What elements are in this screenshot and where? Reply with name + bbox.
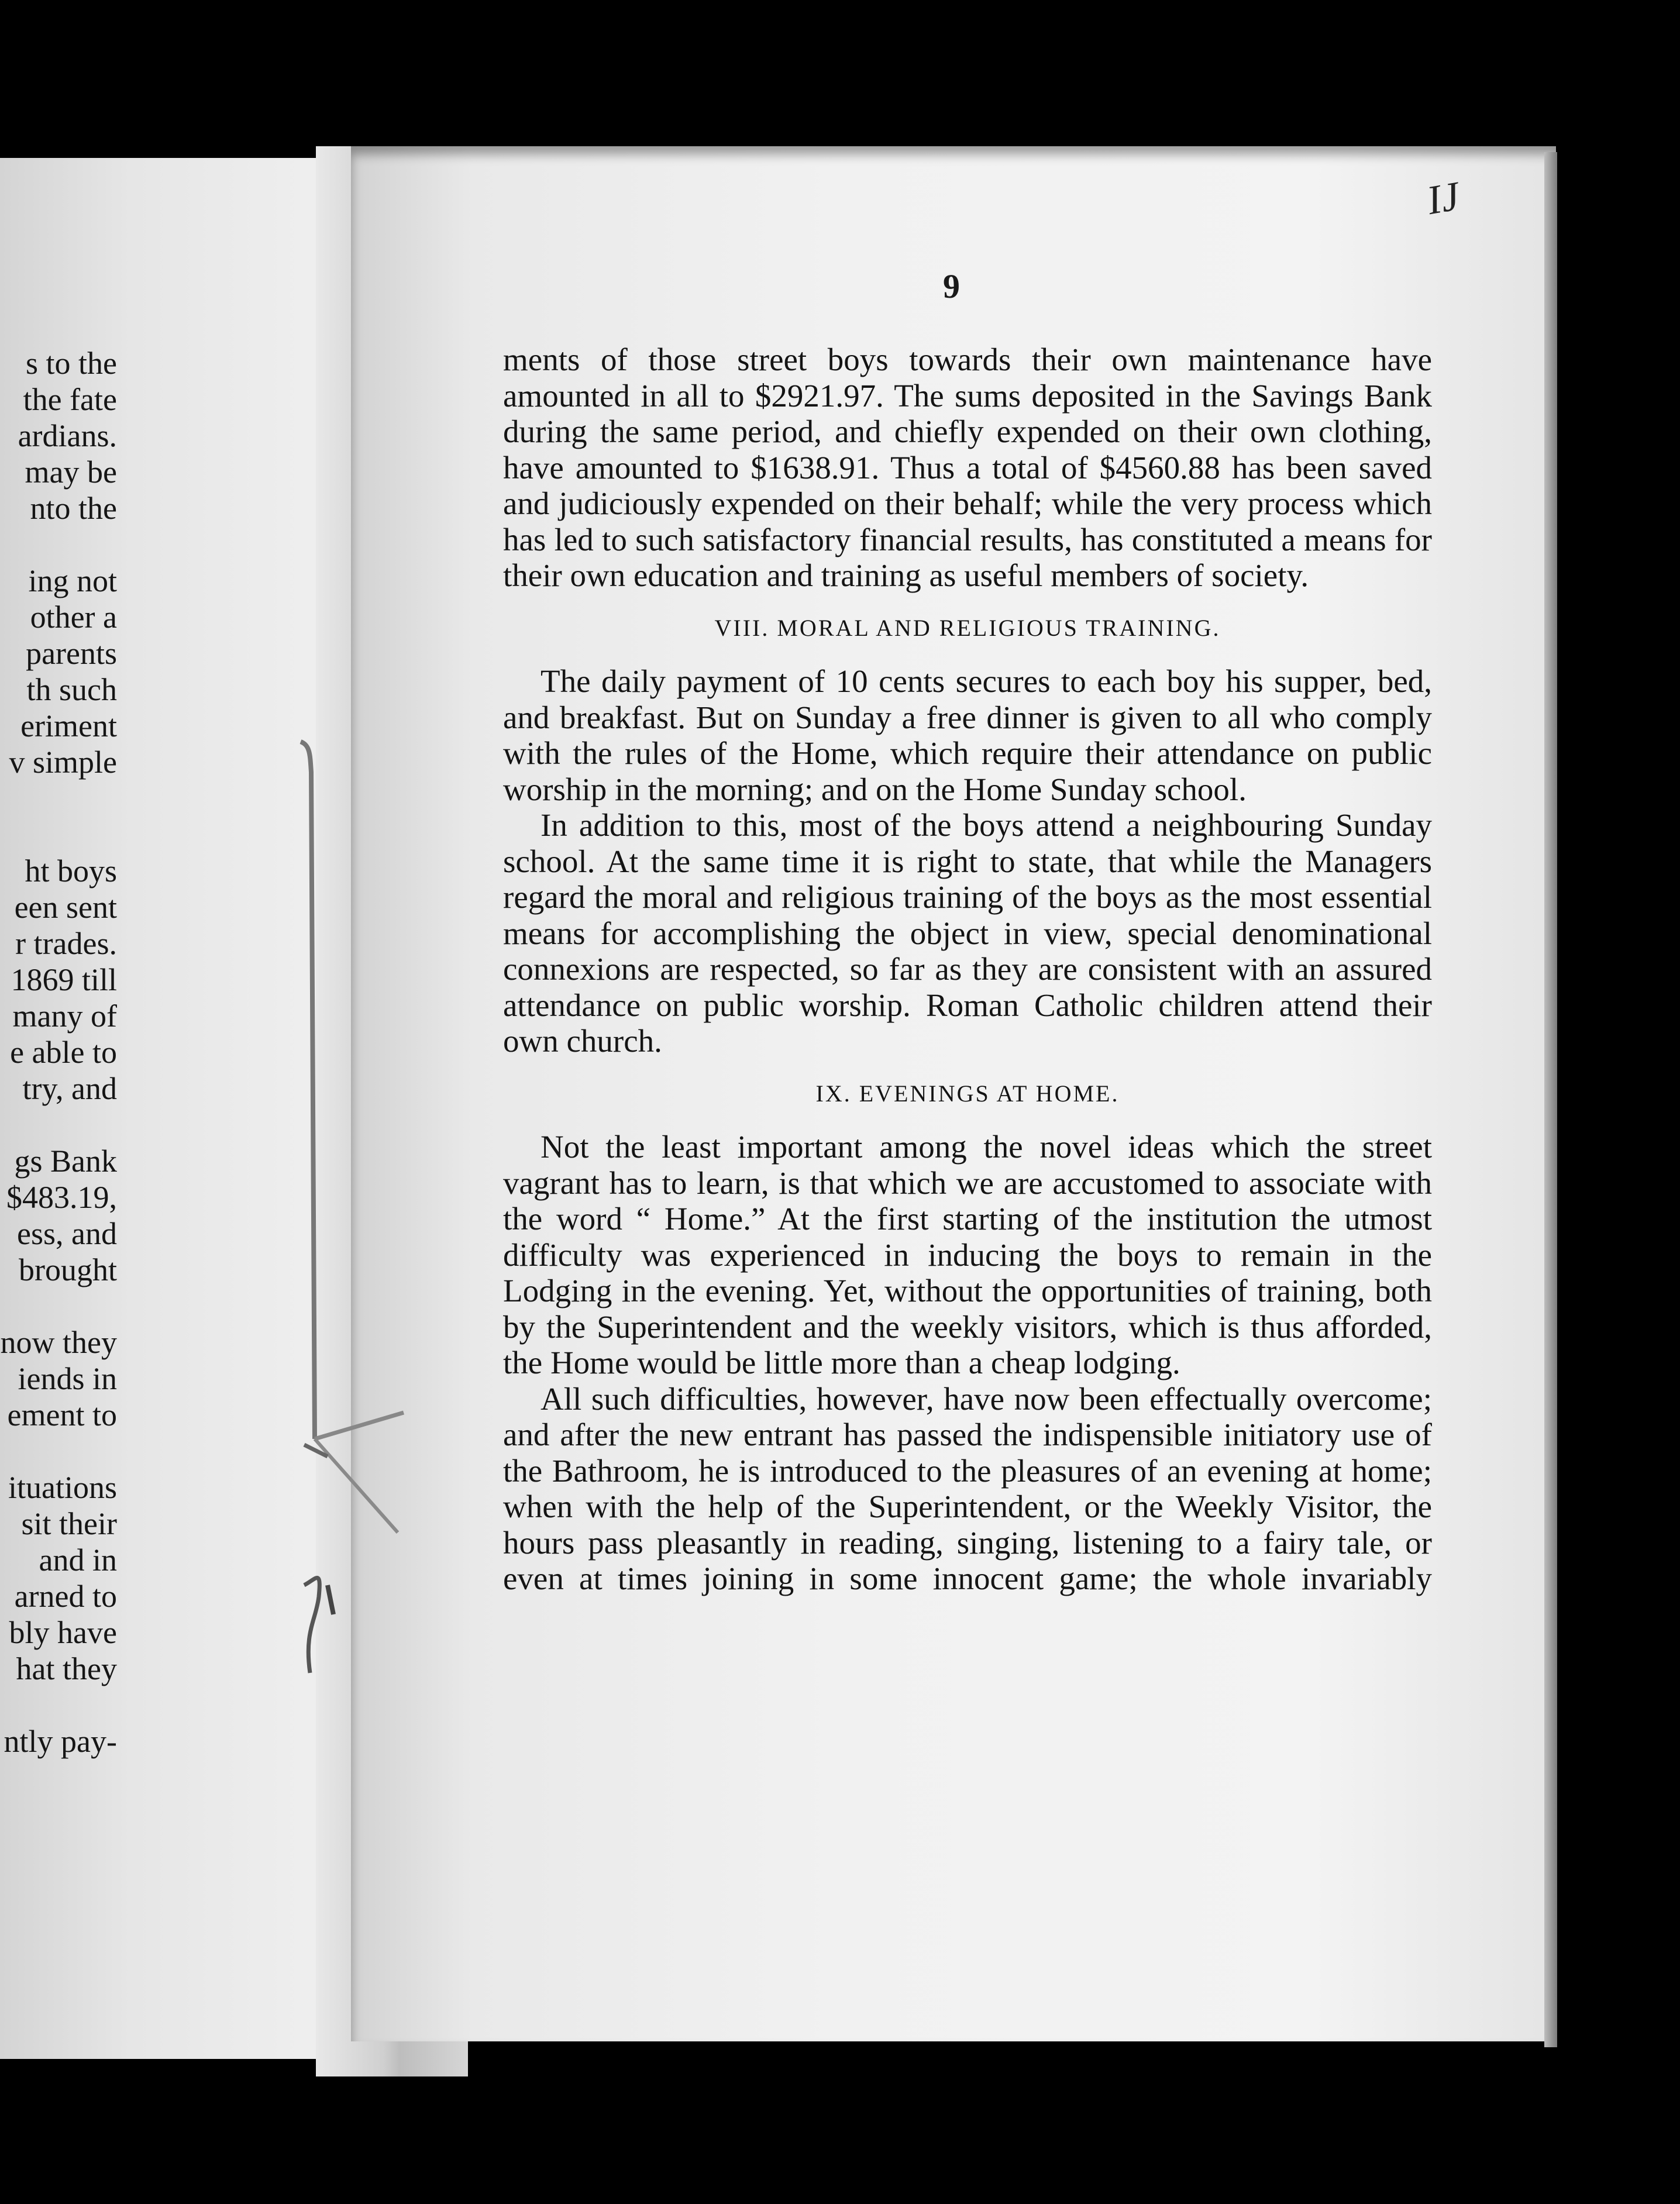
section-heading <box>503 610 1432 646</box>
left-page-text <box>0 158 328 2059</box>
left-page-line: r trades. <box>15 926 117 961</box>
corner-pencil-mark: IJ <box>1423 173 1463 224</box>
left-page-line: ntly pay- <box>4 1724 117 1759</box>
left-page-line: ardians. <box>18 418 117 453</box>
left-page-line: 1869 till <box>11 962 117 997</box>
left-page-line: gs Bank <box>14 1144 117 1179</box>
paragraph: ments of those street boys towards their own maintenance have amounted in all to $2921.97. The sums deposited in the Savings Bank during the same period, and chiefly expended on their own clothing, have amounted to $1638.91. Thus a total of $4560.88 has been saved and judiciously expended on their behalf; while the very process which has led to such satisfactory financial results, has constituted a means for their own education and training as useful members of society. <box>503 342 1432 593</box>
left-page-line: eriment <box>20 708 117 743</box>
paragraph: All such difficulties, however, have now been effectually overcome; and after the new entrant has passed the indispensible initiatory use of the Bathroom, he is introduced to the pleasures of an evening at home; when with the help of the Superintendent, or the Weekly Visitor, the hours pass pleasantly in reading, singing, listening to a fairy tale, or even at times joining in some innocent game; the whole invariably <box>503 1380 1432 1596</box>
section-heading-text: VIII. MORAL AND RELIGIOUS TRAINING. <box>714 614 1221 641</box>
left-page-line: and in <box>39 1542 117 1578</box>
left-page-line: now they <box>0 1325 117 1360</box>
left-page-line: may be <box>25 454 117 490</box>
left-page-line: $483.19, <box>6 1180 117 1215</box>
left-page-line: ing not <box>28 563 117 598</box>
left-page-line: v simple <box>9 745 117 780</box>
section-heading-text: IX. EVENINGS AT HOME. <box>815 1080 1120 1107</box>
page-edge <box>1544 152 1557 2047</box>
left-page-line: other a <box>30 600 117 635</box>
left-page-line: hat they <box>16 1651 117 1686</box>
section-heading <box>503 1076 1432 1112</box>
page-number: 9 <box>943 267 960 305</box>
left-page-line: bly have <box>9 1615 117 1650</box>
paragraph: In addition to this, most of the boys attend a neighbouring Sunday school. At the same time it is right to state, that while the Managers regard the moral and religious training of the boys as the most essential means for accomplishing the object in view, special denominational connexions are respected, so far as they are consistent with an assured attendance on public worship. Roman Catholic children attend their own church. <box>503 807 1432 1059</box>
left-page-line: try, and <box>22 1071 117 1106</box>
left-page-line: arned to <box>14 1579 117 1614</box>
left-page-line: ement to <box>7 1397 117 1432</box>
left-page-line: ituations <box>8 1470 117 1505</box>
left-page-line: een sent <box>14 890 117 925</box>
left-page-line: ess, and <box>17 1216 117 1251</box>
left-page-line: th such <box>26 672 117 707</box>
left-page-line: brought <box>19 1252 117 1287</box>
left-page-line: sit their <box>21 1506 117 1541</box>
left-page-line: e able to <box>10 1035 117 1070</box>
left-page <box>0 158 328 2059</box>
left-page-line: the fate <box>23 382 117 417</box>
left-page-line: iends in <box>18 1361 117 1396</box>
left-page-line: nto the <box>30 491 117 526</box>
left-page-line: s to the <box>26 346 117 381</box>
left-page-line: parents <box>26 636 117 671</box>
paragraph: Not the least important among the novel ideas which the street vagrant has to learn, is that which we are accustomed to associate with the word “ Home.” At the first starting of the institution the utmost difficulty was experienced in inducing the boys to remain in the Lodging in the evening. Yet, without the opportunities of training, both by the Superintendent and the weekly visitors, which is thus afforded, the Home would be little more than a cheap lodging. <box>503 1129 1432 1380</box>
left-page-line: ht boys <box>25 853 117 889</box>
page-body-text <box>503 342 1432 1597</box>
pencil-annotation-mark <box>292 737 445 1696</box>
paragraph: The daily payment of 10 cents secures to each boy his supper, bed, and breakfast. But on Sunday a free dinner is given to all who comply with the rules of the Home, which require their attendance on public worship in the morning; and on the Home Sunday school. <box>503 663 1432 807</box>
left-page-line: many of <box>12 998 117 1034</box>
